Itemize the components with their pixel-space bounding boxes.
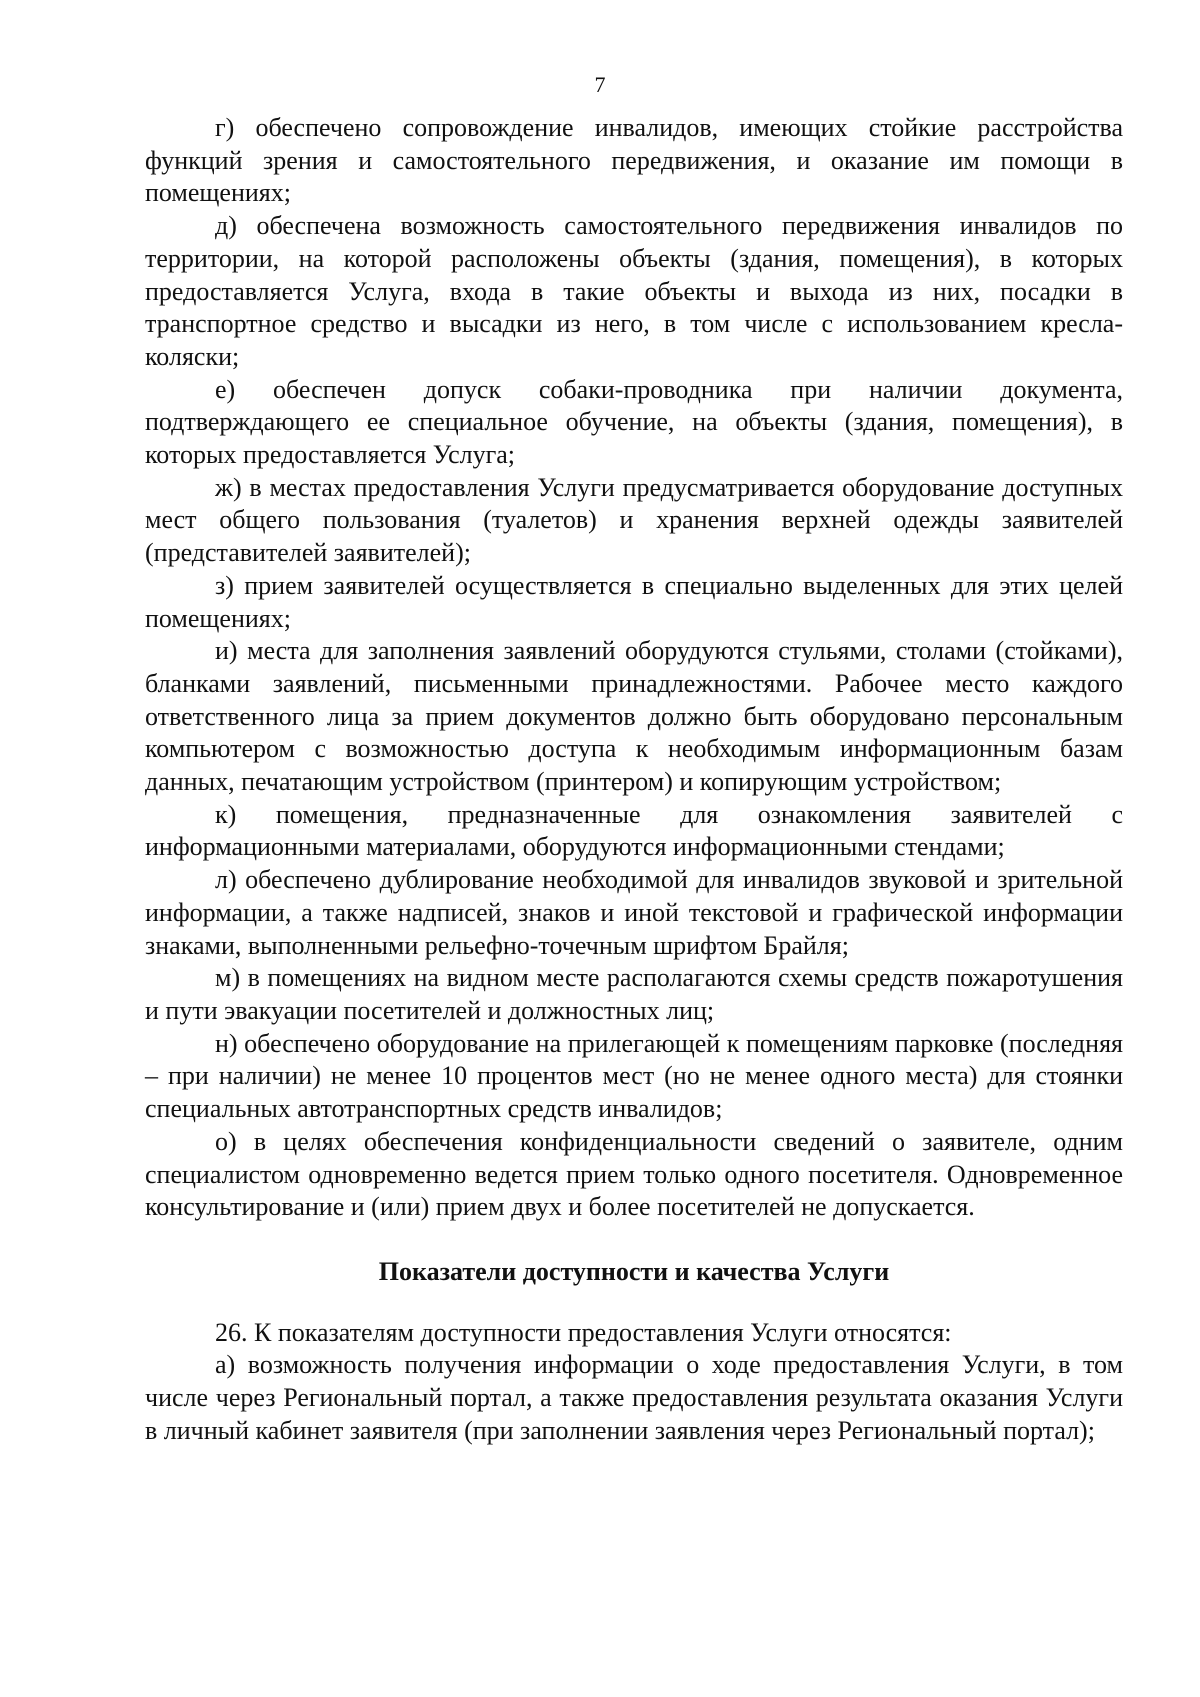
paragraph-o: о) в целях обеспечения конфиденциальности сведений о заявителе, одним специалистом одновременно ведется прием только одного посетителя. Одновременное консультирование и (или) прием двух и более посетителей не допускается. (145, 1126, 1123, 1222)
paragraph-m: м) в помещениях на видном месте располагаются схемы средств пожаротушения и пути эвакуации посетителей и должностных лиц; (145, 963, 1123, 1025)
section-heading: Показатели доступности и качества Услуги (378, 1256, 890, 1286)
paragraph-zh: ж) в местах предоставления Услуги предусматривается оборудование доступных мест общего пользования (туалетов) и хранения верхней одежды заявителей (представителей заявителей); (145, 472, 1123, 568)
page-number: 7 (594, 72, 606, 97)
paragraph-a: а) возможность получения информации о ходе предоставления Услуги, в том числе через Региональный портал, а также предоставления результата оказания Услуги в личный кабинет заявителя (при заполнении заявления через Региональный портал); (145, 1350, 1123, 1445)
paragraph-i: и) места для заполнения заявлений оборудуются стульями, столами (стойками), бланками заявлений, письменными принадлежностями. Рабочее место каждого ответственного лица за прием документов должно быть оборудовано персональным компьютером с возможностью доступа к необходимым информационным базам данных, печатающим устройством (принтером) и копирующим устройством; (145, 636, 1123, 797)
page-content (145, 112, 1123, 1447)
paragraph-d: д) обеспечена возможность самостоятельного передвижения инвалидов по территории, на которой расположены объекты (здания, помещения), в которых предоставляется Услуга, входа в такие объекты и выхода из них, посадки в транспортное средство и высадки из него, в том числе с использованием кресла-коляски; (145, 211, 1123, 371)
paragraph-n: н) обеспечено оборудование на прилегающей к помещениям парковке (последняя – при наличии) не менее 10 процентов мест (но не менее одного места) для стоянки специальных автотранспортных средств инвалидов; (145, 1028, 1123, 1124)
paragraph-l: л) обеспечено дублирование необходимой для инвалидов звуковой и зрительной информации, а также надписей, знаков и иной текстовой и графической информации знаками, выполненными рельефно-точечным шрифтом Брайля; (145, 865, 1123, 960)
paragraph-z: з) прием заявителей осуществляется в специально выделенных для этих целей помещениях; (145, 570, 1123, 633)
paragraph-26: 26. К показателям доступности предоставления Услуги относятся: (215, 1317, 952, 1347)
paragraph-k: к) помещения, предназначенные для ознакомления заявителей с информационными материалами, оборудуются информационными стендами; (145, 799, 1123, 862)
paragraph-g: г) обеспечено сопровождение инвалидов, имеющих стойкие расстройства функций зрения и самостоятельного передвижения, и оказание им помощи в помещениях; (145, 113, 1123, 208)
paragraph-e: е) обеспечен допуск собаки-проводника при наличии документа, подтверждающего ее специальное обучение, на объекты (здания, помещения), в которых предоставляется Услуга; (145, 374, 1123, 470)
